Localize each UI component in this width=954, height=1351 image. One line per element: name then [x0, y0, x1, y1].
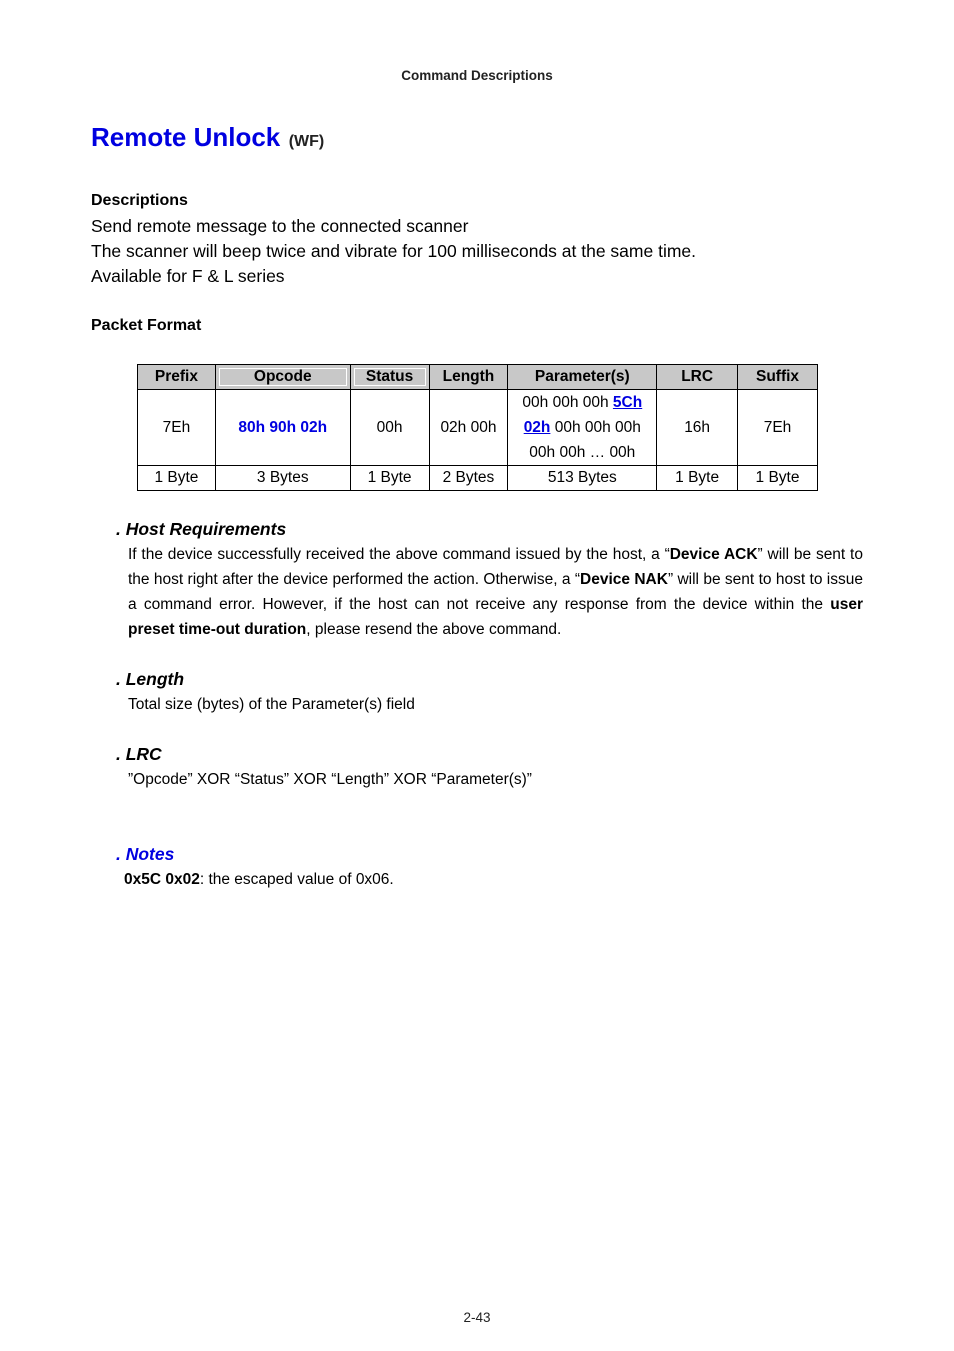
text-run: ” will be sent to host to issue a command error. However, if the host can not receive any response from the device within the	[128, 571, 863, 613]
size-prefix: 1 Byte	[138, 466, 216, 491]
packet-format-heading: Packet Format	[91, 317, 202, 334]
notes-text	[124, 871, 394, 889]
device-ack-term: Device ACK	[669, 546, 758, 563]
column-header-status: Status	[350, 365, 429, 390]
lrc-heading: . LRC	[116, 744, 162, 764]
size-opcode: 3 Bytes	[215, 466, 350, 491]
column-header-lrc: LRC	[657, 365, 738, 390]
descriptions-heading: Descriptions	[91, 192, 188, 209]
table-header-row	[138, 365, 818, 390]
length-heading: . Length	[116, 669, 185, 689]
cell-status: 00h	[350, 390, 429, 466]
column-header-parameters: Parameter(s)	[508, 365, 657, 390]
packet-format-table	[137, 364, 818, 491]
size-lrc: 1 Byte	[657, 466, 738, 491]
description-line: The scanner will beep twice and vibrate for 100 milliseconds at the same time.	[91, 241, 697, 261]
cell-opcode: 80h 90h 02h	[215, 390, 350, 466]
table-row-sizes	[138, 466, 818, 491]
device-nak-term: Device NAK	[580, 571, 668, 588]
column-header-prefix: Prefix	[138, 365, 216, 390]
text-run: If the device successfully received the above command issued by the host, a “	[128, 546, 670, 563]
cell-lrc: 16h	[657, 390, 738, 466]
host-requirements-text	[128, 542, 863, 642]
size-status: 1 Byte	[350, 466, 429, 491]
notes-heading: . Notes	[116, 844, 175, 864]
cell-suffix: 7Eh	[738, 390, 818, 466]
lrc-text: ”Opcode” XOR “Status” XOR “Length” XOR “Parameter(s)”	[128, 771, 532, 788]
cell-length: 02h 00h	[429, 390, 508, 466]
timeout-term: user preset time-out duration	[128, 596, 863, 638]
column-header-length: Length	[429, 365, 508, 390]
page-header: Command Descriptions	[401, 68, 553, 83]
cell-prefix: 7Eh	[138, 390, 216, 466]
page-title	[91, 122, 324, 153]
size-suffix: 1 Byte	[738, 466, 818, 491]
table-row-values	[138, 390, 818, 466]
param-text: 00h 00h … 00h	[529, 444, 636, 461]
length-text: Total size (bytes) of the Parameter(s) field	[128, 696, 415, 713]
text-run: , please resend the above command.	[306, 621, 562, 638]
column-header-suffix: Suffix	[738, 365, 818, 390]
size-parameters: 513 Bytes	[508, 466, 657, 491]
column-header-opcode: Opcode	[215, 365, 350, 390]
description-line: Send remote message to the connected scanner	[91, 216, 469, 236]
param-text: 00h 00h 00h	[522, 394, 613, 411]
title-main: Remote Unlock	[91, 122, 281, 152]
cell-parameters	[508, 390, 657, 466]
param-text: 00h 00h 00h	[550, 419, 641, 436]
description-line: Available for F & L series	[91, 266, 285, 286]
size-length: 2 Bytes	[429, 466, 508, 491]
title-tag: (WF)	[288, 133, 325, 150]
page-number: 2-43	[463, 1310, 491, 1325]
notes-bold-term: 0x5C 0x02	[124, 871, 200, 888]
host-requirements-heading: . Host Requirements	[116, 519, 287, 539]
text-run: ” will be sent to the host right after the device performed the action. Otherwise, a “	[128, 546, 863, 588]
text-run: : the escaped value of 0x06.	[199, 871, 394, 888]
param-escaped-02h: 02h	[523, 419, 551, 436]
param-escaped-5ch: 5Ch	[612, 394, 643, 411]
